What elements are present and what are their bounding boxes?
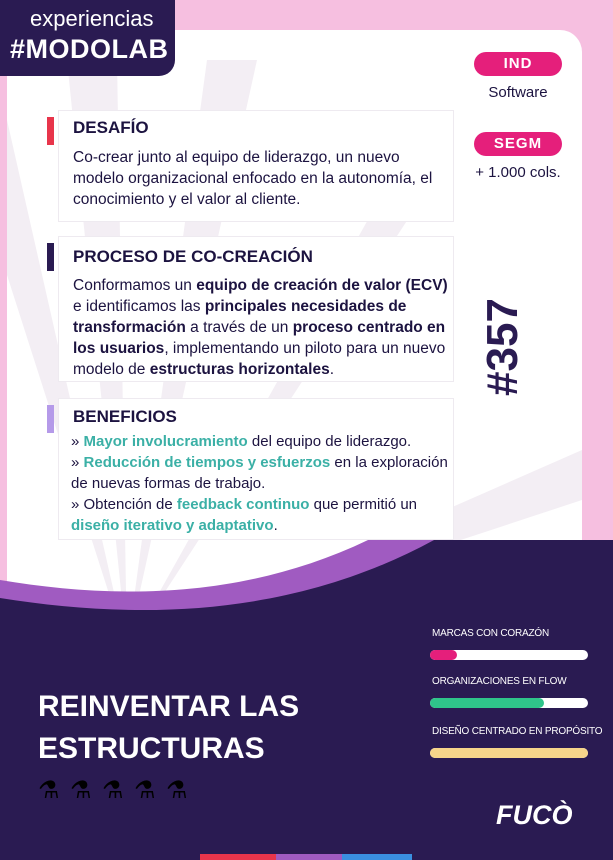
item-text: en la exploración de nuevas formas de trabajo.	[71, 454, 448, 492]
flask-icon: ⚗	[102, 777, 124, 804]
beneficio-item	[71, 494, 453, 536]
highlight: feedback continuo	[176, 496, 310, 513]
desafio-section	[58, 110, 454, 222]
beneficio-item	[71, 431, 453, 452]
proceso-text-6: proceso centrado en los usuarios	[73, 319, 446, 357]
bullet: » Obtención de	[71, 496, 177, 513]
header-line1: experiencias	[30, 6, 154, 31]
highlight: diseño iterativo y adaptativo	[71, 517, 274, 534]
proceso-title: PROCESO DE CO-CREACIÓN	[73, 247, 313, 266]
proceso-text-7: , implementando un piloto para un nuevo modelo de	[73, 340, 446, 378]
highlight: Reducción de tiempos y esfuerzos	[83, 454, 331, 471]
metric-fill-2	[430, 698, 544, 708]
proceso-text-9: .	[329, 361, 335, 378]
ind-value: Software	[488, 84, 548, 101]
flask-icon: ⚗	[166, 777, 188, 804]
item-text: que permitió un	[309, 496, 418, 513]
page-title: REINVENTAR LAS ESTRUCTURAS	[38, 690, 300, 765]
bottom-stripe-purple	[276, 854, 342, 860]
proceso-text-8: estructuras horizontales	[149, 361, 330, 378]
header-line2: #MODOLAB	[10, 34, 169, 64]
bottom-stripe-red	[200, 854, 276, 860]
proceso-bar	[47, 243, 54, 271]
item-text: .	[273, 517, 278, 534]
beneficios-bar	[47, 405, 54, 433]
metric-track-3	[430, 748, 588, 758]
bullet: »	[71, 454, 84, 471]
item-text: del equipo de liderazgo.	[247, 433, 412, 450]
desafio-bar	[47, 117, 54, 145]
bullet: »	[71, 433, 84, 450]
segm-value: + 1.000 cols.	[475, 164, 561, 181]
flask-icon: ⚗	[38, 777, 60, 804]
proceso-text	[73, 275, 453, 380]
proceso-text-1: Conformamos un	[73, 277, 197, 294]
metric-label-1: MARCAS CON CORAZÓN	[432, 628, 549, 639]
bottom-stripe-blue	[342, 854, 412, 860]
desafio-title: DESAFÍO	[73, 118, 149, 137]
beneficios-title: BENEFICIOS	[73, 407, 177, 426]
highlight: Mayor involucramiento	[83, 433, 248, 450]
desafio-text: Co-crear junto al equipo de liderazgo, un nuevo modelo organizacional enfocado en la autonomía, el conocimiento y el valor al cliente.	[73, 149, 433, 208]
metric-fill-1	[430, 650, 457, 660]
flask-icon: ⚗	[70, 777, 92, 804]
beneficio-item	[71, 452, 453, 494]
case-number: #357	[478, 298, 527, 396]
metric-track-1	[430, 650, 588, 660]
proceso-section	[58, 236, 454, 382]
ind-pill: IND	[474, 52, 562, 76]
proceso-text-2: equipo de creación de valor (ECV)	[196, 277, 448, 294]
metric-label-2: ORGANIZACIONES EN FLOW	[432, 676, 567, 687]
metric-track-2	[430, 698, 588, 708]
flask-icon: ⚗	[134, 777, 156, 804]
header-tag	[0, 0, 175, 76]
segm-pill: SEGM	[474, 132, 562, 156]
beneficios-section	[58, 398, 454, 540]
metric-fill-3	[430, 748, 588, 758]
metric-label-3: DISEÑO CENTRADO EN PROPÓSITO	[432, 726, 603, 737]
proceso-text-5: a través de un	[185, 319, 293, 336]
beneficios-list	[71, 431, 453, 536]
proceso-text-3: e identificamos las	[73, 298, 205, 315]
fuco-logo: FUCÒ	[496, 800, 573, 830]
proceso-text-4: principales necesidades de transformación	[73, 298, 407, 336]
